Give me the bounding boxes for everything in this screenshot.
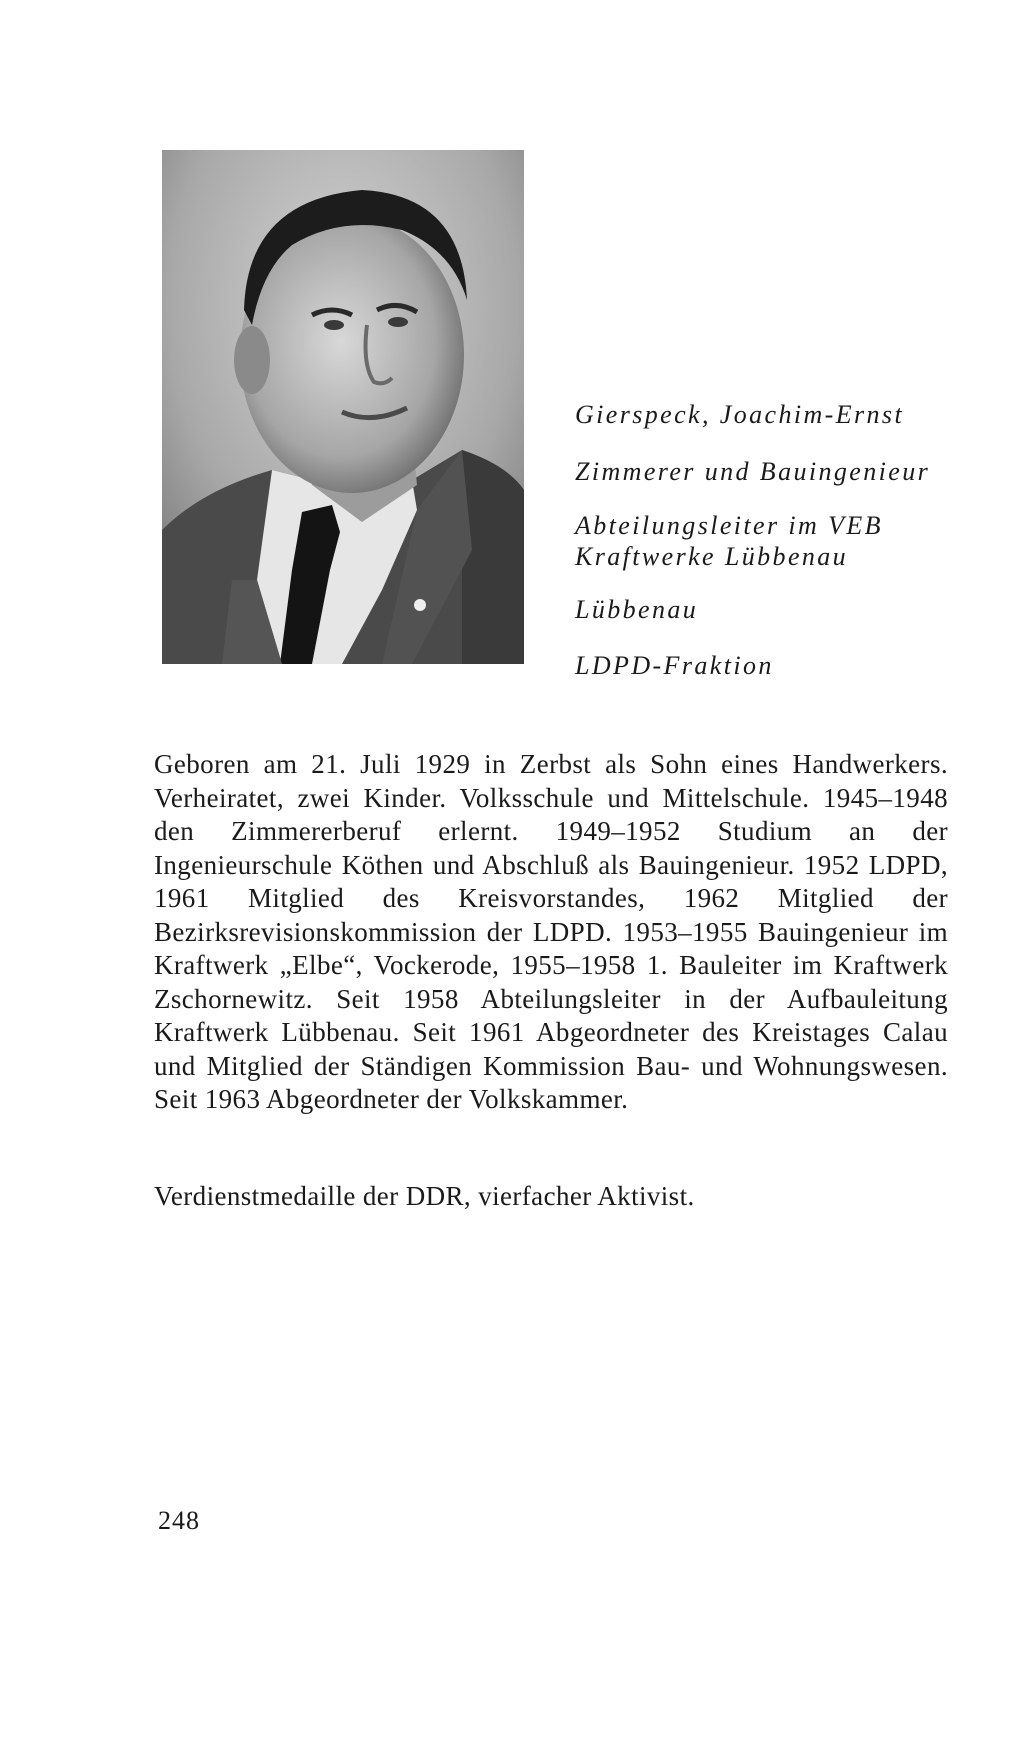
entry-profession: Zimmerer und Bauingenieur [575, 457, 931, 486]
awards: Verdienstmedaille der DDR, vierfacher Aktivist. [154, 1181, 695, 1211]
biography [154, 748, 948, 1117]
entry-name: Gierspeck, Joachim-Ernst [575, 400, 905, 429]
portrait-photo [162, 150, 524, 664]
biography-text: Geboren am 21. Juli 1929 in Zerbst als Sohn eines Handwerkers. Verheiratet, zwei Kinder. Volksschule und Mittelschule. 1945–1948 den Zimmererberuf erlernt. 1949–1952 Studium an der Ingenieurschule Köthen und Abschluß als Bauingenieur. 1952 LDPD, 1961 Mitglied des Kreisvorstandes, 1962 Mitglied der Bezirksrevisionskommission der LDPD. 1953–1955 Bauingenieur im Kraftwerk „Elbe“, Vockerode, 1955–1958 1. Bauleiter im Kraftwerk Zschornewitz. Seit 1958 Abteilungsleiter in der Aufbauleitung Kraftwerk Lübbenau. Seit 1961 Abgeordneter des Kreistages Calau und Mitglied der Ständigen Kommission Bau- und Wohnungswesen. Seit 1963 Abgeordneter der Volkskammer. [154, 749, 948, 1114]
page-number: 248 [158, 1506, 200, 1535]
entry-position-line-1: Abteilungsleiter im VEB [575, 511, 883, 540]
entry-position-line-2: Kraftwerke Lübbenau [575, 542, 849, 571]
portrait-icon [162, 150, 524, 664]
entry-residence: Lübbenau [575, 595, 699, 624]
entry-faction: LDPD-Fraktion [575, 651, 774, 680]
